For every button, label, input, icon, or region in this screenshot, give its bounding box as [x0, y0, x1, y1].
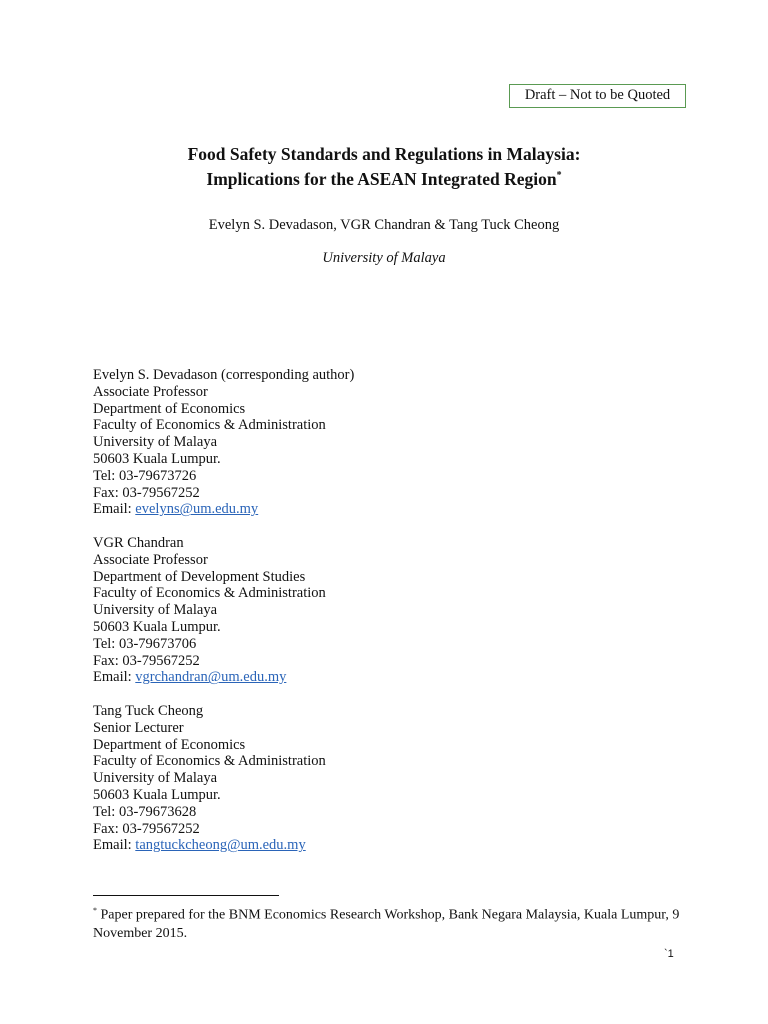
contact-fax: Fax: 03-79567252 [93, 484, 200, 501]
contact-name: Evelyn S. Devadason (corresponding author) [93, 367, 355, 383]
contact-tel: Tel: 03-79673628 [93, 803, 197, 820]
email-link[interactable]: evelyns@um.edu.my [135, 501, 259, 518]
paper-title [0, 143, 768, 190]
contact-position: Associate Professor [93, 551, 208, 568]
contact-position: Associate Professor [93, 383, 208, 400]
email-link[interactable]: vgrchandran@um.edu.my [135, 669, 287, 686]
contact-faculty: Faculty of Economics & Administration [93, 585, 326, 602]
author-list: Evelyn S. Devadason, VGR Chandran & Tang Tuck Cheong [208, 217, 560, 233]
contact-fax: Fax: 03-79567252 [93, 652, 200, 669]
draft-notice: Draft – Not to be Quoted [509, 84, 686, 108]
contact-email-row [93, 501, 354, 518]
contact-tel: Tel: 03-79673726 [93, 467, 197, 484]
affiliation: University of Malaya [322, 250, 446, 266]
contact-block-2 [93, 535, 326, 686]
title-footnote-marker: * [556, 170, 562, 181]
footnote-divider [93, 895, 279, 896]
title-line-2 [0, 165, 768, 190]
contact-faculty: Faculty of Economics & Administration [93, 753, 326, 770]
email-link[interactable]: tangtuckcheong@um.edu.my [135, 837, 306, 854]
contact-block-3 [93, 703, 326, 854]
contact-email-label: Email: [93, 837, 136, 854]
contact-tel: Tel: 03-79673706 [93, 635, 197, 652]
contact-block-1 [93, 367, 354, 518]
contact-department: Department of Development Studies [93, 568, 306, 585]
contact-department: Department of Economics [93, 736, 246, 753]
contact-address: 50603 Kuala Lumpur. [93, 786, 221, 803]
footnote [93, 902, 683, 943]
footnote-marker: * [93, 906, 97, 915]
footnote-text: Paper prepared for the BNM Economics Research Workshop, Bank Negara Malaysia, Kuala Lumpur, 9 November 2015. [93, 907, 680, 941]
contact-email-label: Email: [93, 501, 136, 518]
contact-email-row [93, 837, 326, 854]
contact-address: 50603 Kuala Lumpur. [93, 450, 221, 467]
contact-fax: Fax: 03-79567252 [93, 820, 200, 837]
contact-name: Tang Tuck Cheong [93, 703, 204, 719]
title-line-1: Food Safety Standards and Regulations in Malaysia: [187, 144, 581, 164]
contact-university: University of Malaya [93, 434, 218, 451]
contact-university: University of Malaya [93, 770, 218, 787]
contact-address: 50603 Kuala Lumpur. [93, 618, 221, 635]
contact-position: Senior Lecturer [93, 719, 184, 736]
contact-faculty: Faculty of Economics & Administration [93, 417, 326, 434]
contact-email-label: Email: [93, 669, 136, 686]
contact-email-row [93, 669, 326, 686]
contact-university: University of Malaya [93, 602, 218, 619]
page-number: `1 [664, 948, 674, 960]
contact-name: VGR Chandran [93, 535, 184, 551]
contact-department: Department of Economics [93, 400, 246, 417]
title-line-2-text: Implications for the ASEAN Integrated Region [206, 168, 557, 189]
